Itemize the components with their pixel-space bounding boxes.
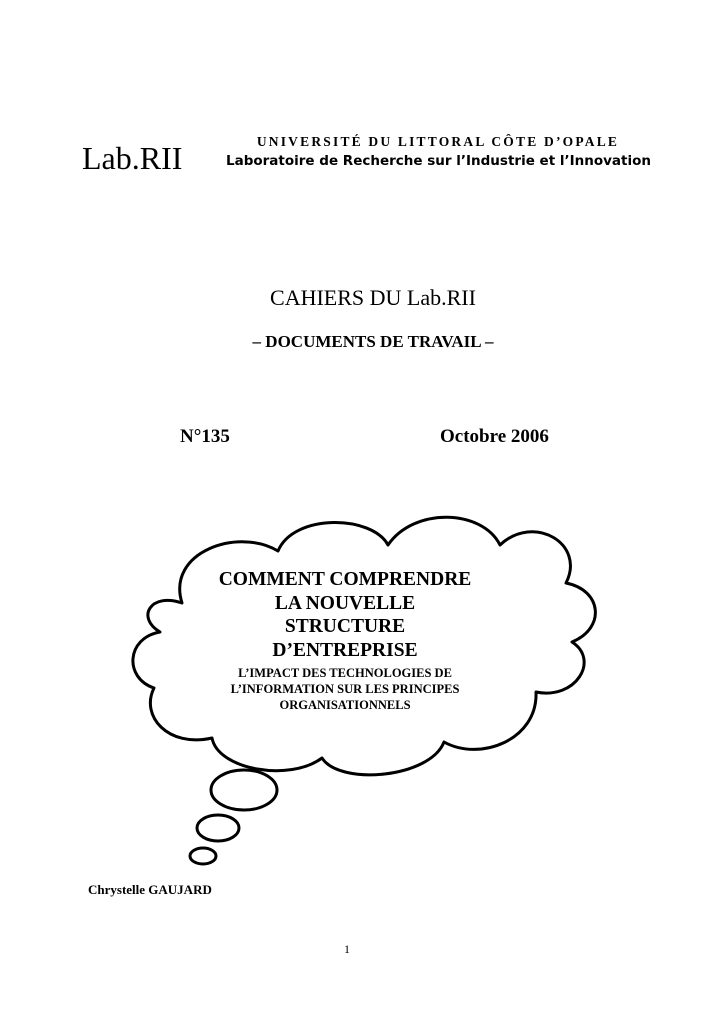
document-subtitle bbox=[170, 665, 520, 713]
thought-bubble-small bbox=[190, 848, 216, 864]
page-number: 1 bbox=[344, 942, 350, 956]
issue-date: Octobre 2006 bbox=[440, 426, 549, 447]
title-line: D’ENTREPRISE bbox=[272, 639, 418, 661]
subtitle-line: L’IMPACT DES TECHNOLOGIES DE bbox=[238, 666, 452, 680]
thought-bubble-medium bbox=[197, 815, 239, 841]
laboratory-name: Laboratoire de Recherche sur l’Industrie et l’Innovation bbox=[226, 153, 652, 169]
subtitle-line: ORGANISATIONNELS bbox=[279, 698, 411, 712]
document-title bbox=[170, 568, 520, 662]
lab-logo: Lab.RII bbox=[82, 140, 183, 176]
university-name: UNIVERSITÉ DU LITTORAL CÔTE D’OPALE bbox=[256, 134, 620, 149]
subtitle-line: L’INFORMATION SUR LES PRINCIPES bbox=[230, 682, 460, 696]
series-subtitle: – DOCUMENTS DE TRAVAIL – bbox=[252, 332, 494, 351]
author-name: Chrystelle GAUJARD bbox=[88, 882, 212, 897]
thought-bubble-large bbox=[211, 770, 277, 810]
series-title: CAHIERS DU Lab.RII bbox=[270, 285, 476, 310]
issue-number: N°135 bbox=[180, 426, 230, 447]
title-line: LA NOUVELLE bbox=[274, 592, 416, 614]
title-line: STRUCTURE bbox=[284, 616, 406, 637]
title-line: COMMENT COMPRENDRE bbox=[218, 569, 472, 590]
